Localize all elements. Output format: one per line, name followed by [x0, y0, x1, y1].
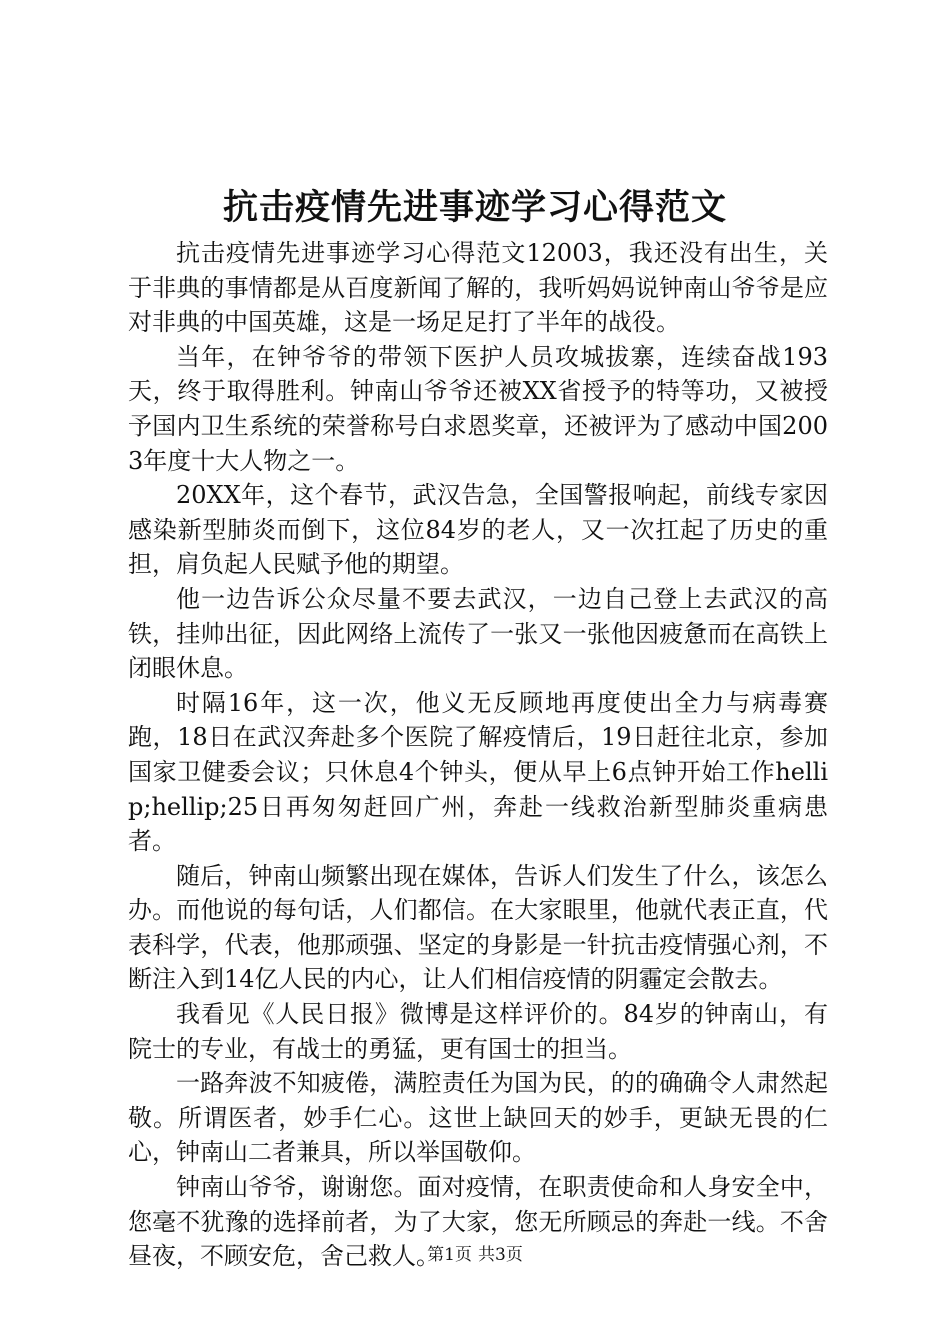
paragraph: 他一边告诉公众尽量不要去武汉，一边自己登上去武汉的高铁，挂帅出征，因此网络上流传了一张又一张他因疲惫而在高铁上闭眼休息。 [128, 584, 828, 683]
paragraph: 当年，在钟爷爷的带领下医护人员攻城拔寨，连续奋战193天，终于取得胜利。钟南山爷爷还被XX省授予的特等功，又被授予国内卫生系统的荣誉称号白求恩奖章，还被评为了感动中国2003年度十大人物之一。 [128, 342, 828, 475]
paragraph: 抗击疫情先进事迹学习心得范文12003，我还没有出生，关于非典的事情都是从百度新闻了解的，我听妈妈说钟南山爷爷是应对非典的中国英雄，这是一场足足打了半年的战役。 [128, 239, 828, 337]
paragraph: 时隔16年，这一次，他义无反顾地再度使出全力与病毒赛跑，18日在武汉奔赴多个医院了解疫情后，19日赶往北京，参加国家卫健委会议；只休息4个钟头，便从早上6点钟开始工作hellip;hellip;25日再匆匆赶回广州，奔赴一线救治新型肺炎重病患者。 [128, 688, 828, 856]
paragraph: 随后，钟南山频繁出现在媒体，告诉人们发生了什么，该怎么办。而他说的每句话，人们都信。在大家眼里，他就代表正直，代表科学，代表，他那顽强、坚定的身影是一针抗击疫情强心剂，不断注入到14亿人民的内心，让人们相信疫情的阴霾定会散去。 [128, 861, 828, 994]
paragraph: 我看见《人民日报》微博是这样评价的。84岁的钟南山，有院士的专业，有战士的勇猛，更有国士的担当。 [128, 1000, 828, 1063]
page-total: 共3页 [478, 1245, 523, 1265]
paragraph: 20XX年，这个春节，武汉告急，全国警报响起，前线专家因感染新型肺炎而倒下，这位84岁的老人，又一次扛起了历史的重担，肩负起人民赋予他的期望。 [128, 481, 828, 579]
document-body [128, 236, 828, 1274]
document-title: 抗击疫情先进事迹学习心得范文 [222, 187, 727, 228]
page-footer [0, 1244, 950, 1266]
paragraph: 钟南山爷爷，谢谢您。面对疫情，在职责使命和人身安全中，您毫不犹豫的选择前者，为了大家，您无所顾忌的奔赴一线。不舍昼夜，不顾安危，舍己救人。 [128, 1173, 828, 1271]
paragraph: 一路奔波不知疲倦，满腔责任为国为民，的的确确令人肃然起敬。所谓医者，妙手仁心。这世上缺回天的妙手，更缺无畏的仁心，钟南山二者兼具，所以举国敬仰。 [128, 1069, 828, 1167]
page-number: 第1页 [427, 1245, 472, 1265]
